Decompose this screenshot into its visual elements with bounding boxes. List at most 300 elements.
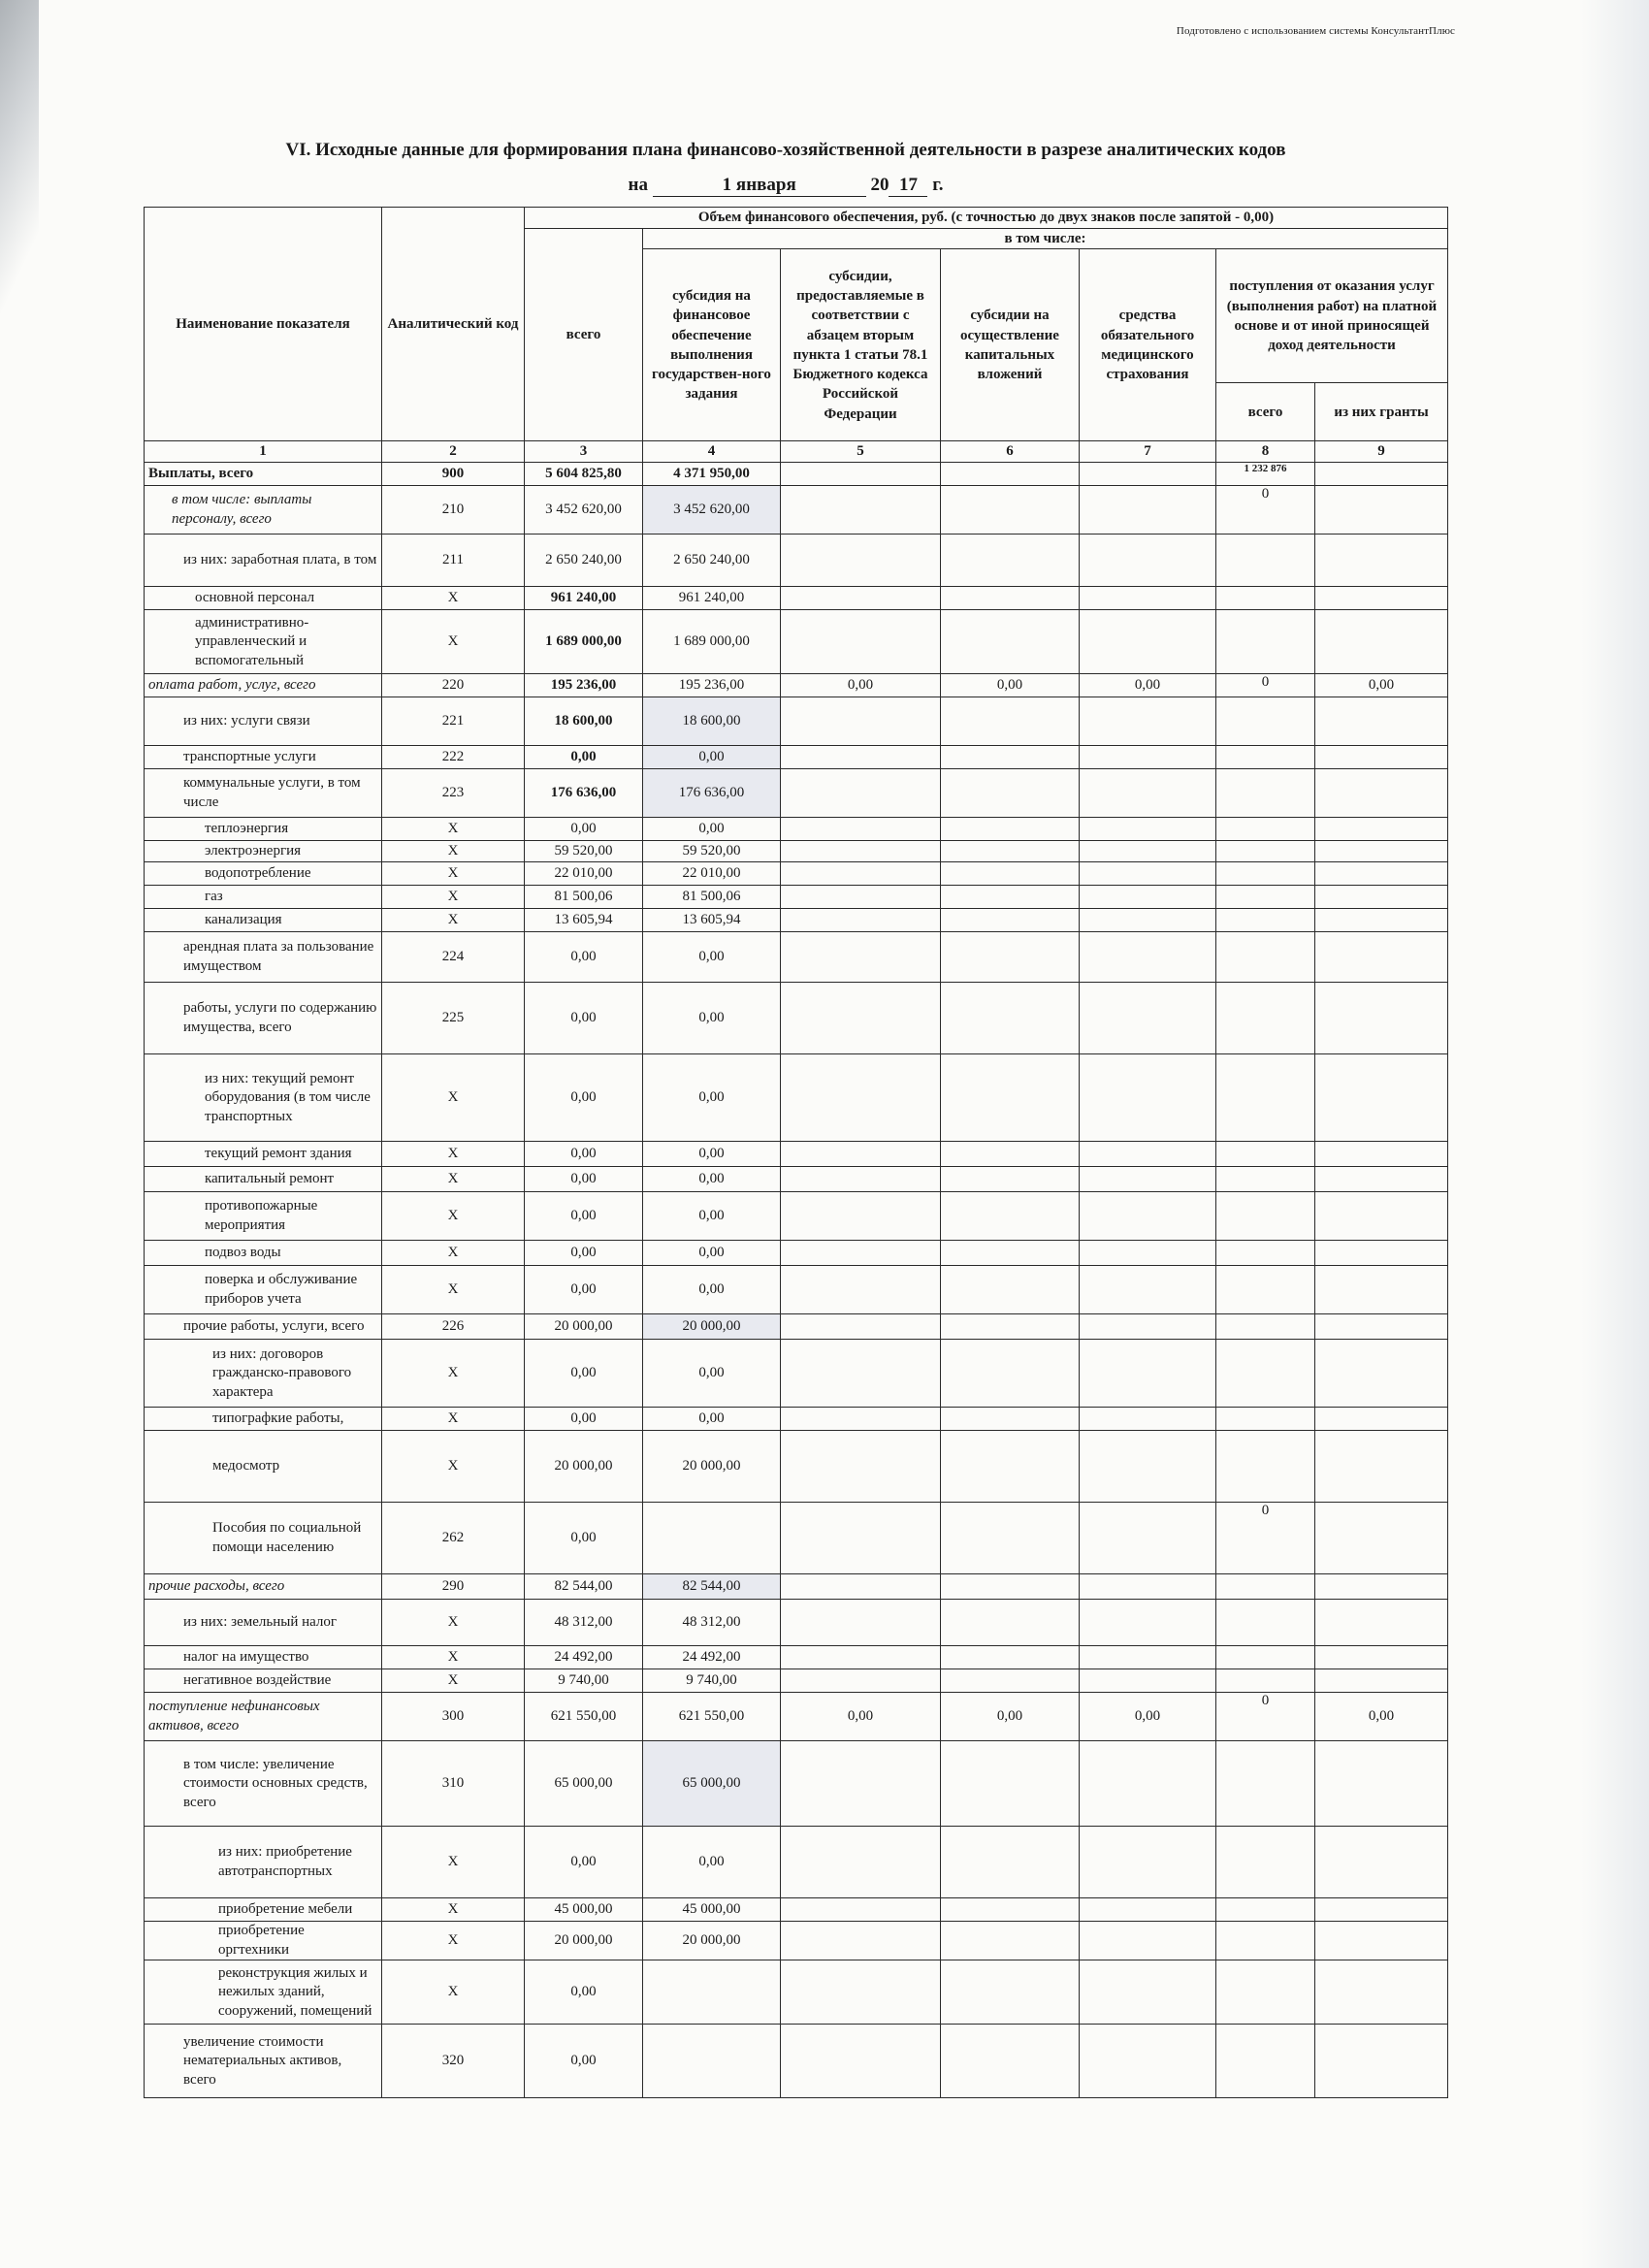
col-including-header: в том числе:	[643, 229, 1448, 249]
row-value-c3: 0,00	[525, 1503, 643, 1574]
row-name: поверка и обслуживание приборов учета	[145, 1266, 382, 1314]
row-value-c3: 20 000,00	[525, 1314, 643, 1340]
row-value-c6	[941, 1741, 1080, 1827]
row-value-c6	[941, 1669, 1080, 1693]
row-value-c3: 9 740,00	[525, 1669, 643, 1693]
row-value-c7	[1080, 862, 1216, 886]
row-value-c4: 195 236,00	[643, 674, 781, 697]
row-value-c7	[1080, 1922, 1216, 1960]
row-value-c6	[941, 697, 1080, 746]
table-row	[145, 1167, 1448, 1192]
row-value-c4: 1 689 000,00	[643, 610, 781, 674]
table-row	[145, 1922, 1448, 1960]
row-value-c4: 20 000,00	[643, 1922, 781, 1960]
row-value-c3: 20 000,00	[525, 1431, 643, 1503]
row-value-c4: 0,00	[643, 1142, 781, 1167]
row-name: поступление нефинансовых активов, всего	[145, 1693, 382, 1741]
table-row	[145, 1503, 1448, 1574]
row-value-c6	[941, 862, 1080, 886]
row-code: Х	[382, 1408, 525, 1431]
row-value-c6	[941, 1408, 1080, 1431]
row-value-c4	[643, 2025, 781, 2098]
row-code: 262	[382, 1503, 525, 1574]
row-value-c6	[941, 1314, 1080, 1340]
row-value-c4: 0,00	[643, 1167, 781, 1192]
table-row	[145, 818, 1448, 841]
row-value-c7	[1080, 1241, 1216, 1266]
col-paid-grants-header: из них гранты	[1315, 383, 1448, 441]
table-row	[145, 1340, 1448, 1408]
row-value-c7: 0,00	[1080, 674, 1216, 697]
row-value-c3: 18 600,00	[525, 697, 643, 746]
table-row	[145, 909, 1448, 932]
col-number: 5	[781, 441, 941, 463]
row-value-c6	[941, 886, 1080, 909]
row-value-c3: 0,00	[525, 983, 643, 1054]
row-value-c6	[941, 535, 1080, 587]
row-value-c3: 0,00	[525, 1241, 643, 1266]
row-value-c3: 0,00	[525, 746, 643, 769]
row-code: 300	[382, 1693, 525, 1741]
row-value-c3: 0,00	[525, 1167, 643, 1192]
row-value-c9	[1315, 818, 1448, 841]
row-code: 290	[382, 1574, 525, 1600]
row-code: Х	[382, 1669, 525, 1693]
row-value-c9	[1315, 909, 1448, 932]
row-name: работы, услуги по содержанию имущества, всего	[145, 983, 382, 1054]
row-name: из них: текущий ремонт оборудования (в том числе транспортных	[145, 1054, 382, 1142]
row-value-c8	[1216, 1266, 1315, 1314]
row-value-c8	[1216, 1600, 1315, 1646]
col-name-header: Наименование показателя	[145, 208, 382, 441]
row-value-c8	[1216, 697, 1315, 746]
row-value-c8	[1216, 1431, 1315, 1503]
date-value: 1 января	[653, 175, 866, 197]
row-value-c7	[1080, 1167, 1216, 1192]
row-value-c6: 0,00	[941, 674, 1080, 697]
row-name: медосмотр	[145, 1431, 382, 1503]
row-value-c4: 82 544,00	[643, 1574, 781, 1600]
row-value-c7	[1080, 1503, 1216, 1574]
row-value-c4: 48 312,00	[643, 1600, 781, 1646]
row-value-c4: 0,00	[643, 983, 781, 1054]
row-value-c7	[1080, 1431, 1216, 1503]
col-code-header: Аналитический код	[382, 208, 525, 441]
row-value-c9	[1315, 697, 1448, 746]
row-value-c9	[1315, 1960, 1448, 2025]
row-code: 211	[382, 535, 525, 587]
row-value-c3: 59 520,00	[525, 841, 643, 862]
row-value-c8	[1216, 1922, 1315, 1960]
row-code: Х	[382, 1600, 525, 1646]
row-value-c4: 0,00	[643, 1827, 781, 1898]
table-row	[145, 841, 1448, 862]
row-value-c4: 3 452 620,00	[643, 486, 781, 535]
table-row	[145, 1898, 1448, 1922]
row-value-c5	[781, 818, 941, 841]
row-value-c6	[941, 1142, 1080, 1167]
row-value-c9	[1315, 862, 1448, 886]
row-value-c9	[1315, 886, 1448, 909]
row-value-c5	[781, 1266, 941, 1314]
row-value-c4	[643, 1503, 781, 1574]
row-value-c9	[1315, 1241, 1448, 1266]
row-code: 224	[382, 932, 525, 983]
row-name: типографкие работы,	[145, 1408, 382, 1431]
col-paid-total-header: всего	[1216, 383, 1315, 441]
row-value-c5	[781, 983, 941, 1054]
row-value-c3: 961 240,00	[525, 587, 643, 610]
row-value-c8	[1216, 587, 1315, 610]
row-value-c8	[1216, 1142, 1315, 1167]
row-value-c6	[941, 1192, 1080, 1241]
row-value-c8	[1216, 1574, 1315, 1600]
row-code: Х	[382, 909, 525, 932]
row-value-c4: 0,00	[643, 746, 781, 769]
date-prefix: на	[628, 175, 648, 195]
col-number: 6	[941, 441, 1080, 463]
col-subsidy-task-header: субсидия на финансовое обеспечение выполнения государствен-ного задания	[643, 249, 781, 441]
row-value-c4: 176 636,00	[643, 769, 781, 818]
row-name: приобретение оргтехники	[145, 1922, 382, 1960]
row-code: Х	[382, 1340, 525, 1408]
row-value-c3: 3 452 620,00	[525, 486, 643, 535]
row-value-c7	[1080, 769, 1216, 818]
row-value-c7	[1080, 1669, 1216, 1693]
table-row	[145, 1408, 1448, 1431]
row-value-c7	[1080, 1898, 1216, 1922]
row-value-c5	[781, 1898, 941, 1922]
row-name: приобретение мебели	[145, 1898, 382, 1922]
row-value-c3: 0,00	[525, 1340, 643, 1408]
row-value-c7	[1080, 932, 1216, 983]
table-row	[145, 862, 1448, 886]
year-suffix: г.	[932, 175, 944, 195]
row-value-c9	[1315, 1503, 1448, 1574]
row-name: административно-управленческий и вспомогательный	[145, 610, 382, 674]
col-total-header: всего	[525, 229, 643, 441]
row-value-c6	[941, 841, 1080, 862]
row-name: газ	[145, 886, 382, 909]
table-row	[145, 463, 1448, 486]
row-value-c8	[1216, 1669, 1315, 1693]
row-value-c9	[1315, 1741, 1448, 1827]
row-value-c7	[1080, 2025, 1216, 2098]
table-row	[145, 697, 1448, 746]
row-value-c9	[1315, 1167, 1448, 1192]
row-value-c8	[1216, 841, 1315, 862]
row-value-c9	[1315, 1646, 1448, 1669]
row-value-c5	[781, 535, 941, 587]
row-name: коммунальные услуги, в том числе	[145, 769, 382, 818]
row-value-c6	[941, 746, 1080, 769]
row-value-c8	[1216, 862, 1315, 886]
row-value-c6	[941, 769, 1080, 818]
row-value-c4: 0,00	[643, 1266, 781, 1314]
row-code: 223	[382, 769, 525, 818]
row-value-c7	[1080, 610, 1216, 674]
row-value-c9	[1315, 841, 1448, 862]
row-code: Х	[382, 1960, 525, 2025]
row-value-c3: 48 312,00	[525, 1600, 643, 1646]
row-value-c6	[941, 1431, 1080, 1503]
row-value-c7	[1080, 886, 1216, 909]
row-value-c9: 0,00	[1315, 674, 1448, 697]
row-code: 225	[382, 983, 525, 1054]
row-code: Х	[382, 841, 525, 862]
row-value-c8	[1216, 610, 1315, 674]
row-value-c6	[941, 2025, 1080, 2098]
row-value-c6	[941, 1503, 1080, 1574]
row-value-c7	[1080, 1408, 1216, 1431]
row-value-c7	[1080, 1741, 1216, 1827]
row-code: 900	[382, 463, 525, 486]
row-value-c4: 9 740,00	[643, 1669, 781, 1693]
col-paid-header: поступления от оказания услуг (выполнения работ) на платной основе и от иной приносящей доход деятельности	[1216, 249, 1448, 383]
row-value-c5	[781, 1408, 941, 1431]
prepared-note: Подготовлено с использованием системы КонсультантПлюс	[1176, 25, 1455, 37]
table-row	[145, 1431, 1448, 1503]
table-row	[145, 1574, 1448, 1600]
row-value-c8: 0	[1216, 674, 1315, 697]
row-value-c5	[781, 610, 941, 674]
table-row	[145, 1142, 1448, 1167]
row-value-c5	[781, 2025, 941, 2098]
row-value-c8	[1216, 1192, 1315, 1241]
row-value-c5	[781, 1669, 941, 1693]
row-value-c9	[1315, 587, 1448, 610]
row-value-c9	[1315, 746, 1448, 769]
row-value-c3: 176 636,00	[525, 769, 643, 818]
row-value-c5: 0,00	[781, 674, 941, 697]
row-code: 221	[382, 697, 525, 746]
page-edge	[1581, 0, 1649, 2268]
row-value-c7	[1080, 1142, 1216, 1167]
row-value-c4: 0,00	[643, 932, 781, 983]
row-code: Х	[382, 1054, 525, 1142]
row-value-c3: 0,00	[525, 1054, 643, 1142]
row-value-c9	[1315, 1054, 1448, 1142]
row-name: в том числе: увеличение стоимости основных средств, всего	[145, 1741, 382, 1827]
financial-plan-table	[144, 207, 1448, 2098]
row-value-c9	[1315, 2025, 1448, 2098]
col-number: 2	[382, 441, 525, 463]
row-value-c3: 0,00	[525, 1408, 643, 1431]
row-value-c9	[1315, 1314, 1448, 1340]
row-value-c5	[781, 909, 941, 932]
col-number: 4	[643, 441, 781, 463]
row-value-c4: 2 650 240,00	[643, 535, 781, 587]
row-value-c3: 81 500,06	[525, 886, 643, 909]
row-value-c3: 22 010,00	[525, 862, 643, 886]
row-code: 320	[382, 2025, 525, 2098]
row-value-c5	[781, 1646, 941, 1669]
col-subsidy-other-header: субсидии, предоставляемые в соответствии с абзацем вторым пункта 1 статьи 78.1 Бюджетного кодекса Российской Федерации	[781, 249, 941, 441]
row-value-c5	[781, 862, 941, 886]
row-value-c5	[781, 1827, 941, 1898]
row-value-c7	[1080, 746, 1216, 769]
row-value-c5	[781, 1960, 941, 2025]
col-number: 3	[525, 441, 643, 463]
row-value-c8	[1216, 1741, 1315, 1827]
row-value-c4: 13 605,94	[643, 909, 781, 932]
row-value-c3: 82 544,00	[525, 1574, 643, 1600]
row-name: подвоз воды	[145, 1241, 382, 1266]
row-value-c6	[941, 1266, 1080, 1314]
row-value-c5: 0,00	[781, 1693, 941, 1741]
row-value-c5	[781, 1142, 941, 1167]
row-code: Х	[382, 587, 525, 610]
row-value-c5	[781, 1600, 941, 1646]
row-code: 226	[382, 1314, 525, 1340]
row-value-c7	[1080, 535, 1216, 587]
row-value-c4: 0,00	[643, 818, 781, 841]
row-value-c5	[781, 1574, 941, 1600]
table-row	[145, 1192, 1448, 1241]
col-subsidy-capital-header: субсидии на осуществление капитальных вложений	[941, 249, 1080, 441]
table-row	[145, 1960, 1448, 2025]
row-value-c4: 81 500,06	[643, 886, 781, 909]
table-row	[145, 1646, 1448, 1669]
row-value-c8	[1216, 1167, 1315, 1192]
row-value-c7: 0,00	[1080, 1693, 1216, 1741]
row-value-c6	[941, 983, 1080, 1054]
row-name: водопотребление	[145, 862, 382, 886]
row-code: 220	[382, 674, 525, 697]
row-value-c3: 20 000,00	[525, 1922, 643, 1960]
row-name: из них: земельный налог	[145, 1600, 382, 1646]
row-name: из них: заработная плата, в том	[145, 535, 382, 587]
row-value-c5	[781, 1241, 941, 1266]
row-value-c9	[1315, 769, 1448, 818]
row-value-c8: 1 232 876	[1216, 463, 1315, 486]
row-value-c7	[1080, 463, 1216, 486]
row-value-c4: 0,00	[643, 1192, 781, 1241]
row-value-c5	[781, 1741, 941, 1827]
row-value-c4: 22 010,00	[643, 862, 781, 886]
row-value-c3: 0,00	[525, 1827, 643, 1898]
row-name: из них: услуги связи	[145, 697, 382, 746]
row-code: Х	[382, 1167, 525, 1192]
row-value-c7	[1080, 1192, 1216, 1241]
row-value-c4: 65 000,00	[643, 1741, 781, 1827]
row-value-c8	[1216, 1340, 1315, 1408]
row-value-c8	[1216, 769, 1315, 818]
row-value-c4: 59 520,00	[643, 841, 781, 862]
row-value-c6	[941, 909, 1080, 932]
row-code: Х	[382, 1646, 525, 1669]
table-row	[145, 983, 1448, 1054]
row-code: Х	[382, 610, 525, 674]
row-value-c5	[781, 746, 941, 769]
row-value-c4: 24 492,00	[643, 1646, 781, 1669]
table-row	[145, 1314, 1448, 1340]
row-value-c9	[1315, 1898, 1448, 1922]
row-value-c9	[1315, 1431, 1448, 1503]
row-value-c5	[781, 1431, 941, 1503]
row-value-c3: 45 000,00	[525, 1898, 643, 1922]
col-number: 8	[1216, 441, 1315, 463]
row-value-c7	[1080, 818, 1216, 841]
row-value-c5	[781, 587, 941, 610]
row-code: Х	[382, 1142, 525, 1167]
table-row	[145, 1600, 1448, 1646]
row-code: Х	[382, 1922, 525, 1960]
row-value-c8	[1216, 1960, 1315, 2025]
row-code: Х	[382, 1898, 525, 1922]
row-value-c8	[1216, 983, 1315, 1054]
row-value-c7	[1080, 486, 1216, 535]
row-name: увеличение стоимости нематериальных активов, всего	[145, 2025, 382, 2098]
row-name: в том числе: выплаты персоналу, всего	[145, 486, 382, 535]
row-value-c6	[941, 587, 1080, 610]
row-code: Х	[382, 886, 525, 909]
row-code: Х	[382, 1827, 525, 1898]
row-value-c3: 0,00	[525, 818, 643, 841]
row-name: основной персонал	[145, 587, 382, 610]
row-value-c9	[1315, 1600, 1448, 1646]
row-value-c3: 5 604 825,80	[525, 463, 643, 486]
row-value-c9	[1315, 1922, 1448, 1960]
row-value-c7	[1080, 1266, 1216, 1314]
row-value-c9	[1315, 610, 1448, 674]
date-line	[97, 175, 1474, 197]
table-row	[145, 746, 1448, 769]
row-value-c9	[1315, 535, 1448, 587]
row-name: Выплаты, всего	[145, 463, 382, 486]
row-value-c4: 961 240,00	[643, 587, 781, 610]
row-value-c5	[781, 1503, 941, 1574]
row-value-c9	[1315, 486, 1448, 535]
table-row	[145, 1693, 1448, 1741]
row-value-c6: 0,00	[941, 1693, 1080, 1741]
row-value-c5	[781, 932, 941, 983]
row-value-c6	[941, 463, 1080, 486]
table-row	[145, 587, 1448, 610]
row-code: Х	[382, 1241, 525, 1266]
row-value-c4	[643, 1960, 781, 2025]
row-value-c6	[941, 1922, 1080, 1960]
row-name: негативное воздействие	[145, 1669, 382, 1693]
row-value-c8	[1216, 1241, 1315, 1266]
row-value-c6	[941, 1054, 1080, 1142]
row-value-c6	[941, 1827, 1080, 1898]
row-value-c5	[781, 886, 941, 909]
row-value-c5	[781, 841, 941, 862]
row-code: 222	[382, 746, 525, 769]
row-value-c8	[1216, 746, 1315, 769]
row-value-c5	[781, 697, 941, 746]
row-value-c4: 20 000,00	[643, 1314, 781, 1340]
row-name: из них: договоров гражданско-правового характера	[145, 1340, 382, 1408]
row-value-c8	[1216, 932, 1315, 983]
row-value-c8: 0	[1216, 1693, 1315, 1741]
row-value-c8	[1216, 1646, 1315, 1669]
year-prefix: 20	[870, 175, 889, 195]
row-value-c3: 24 492,00	[525, 1646, 643, 1669]
row-value-c7	[1080, 1827, 1216, 1898]
row-value-c9	[1315, 1408, 1448, 1431]
row-code: Х	[382, 1192, 525, 1241]
row-value-c4: 0,00	[643, 1241, 781, 1266]
row-name: транспортные услуги	[145, 746, 382, 769]
row-value-c4: 45 000,00	[643, 1898, 781, 1922]
row-value-c9	[1315, 1142, 1448, 1167]
row-value-c7	[1080, 1600, 1216, 1646]
col-number: 1	[145, 441, 382, 463]
row-value-c9	[1315, 1827, 1448, 1898]
row-value-c4: 0,00	[643, 1408, 781, 1431]
